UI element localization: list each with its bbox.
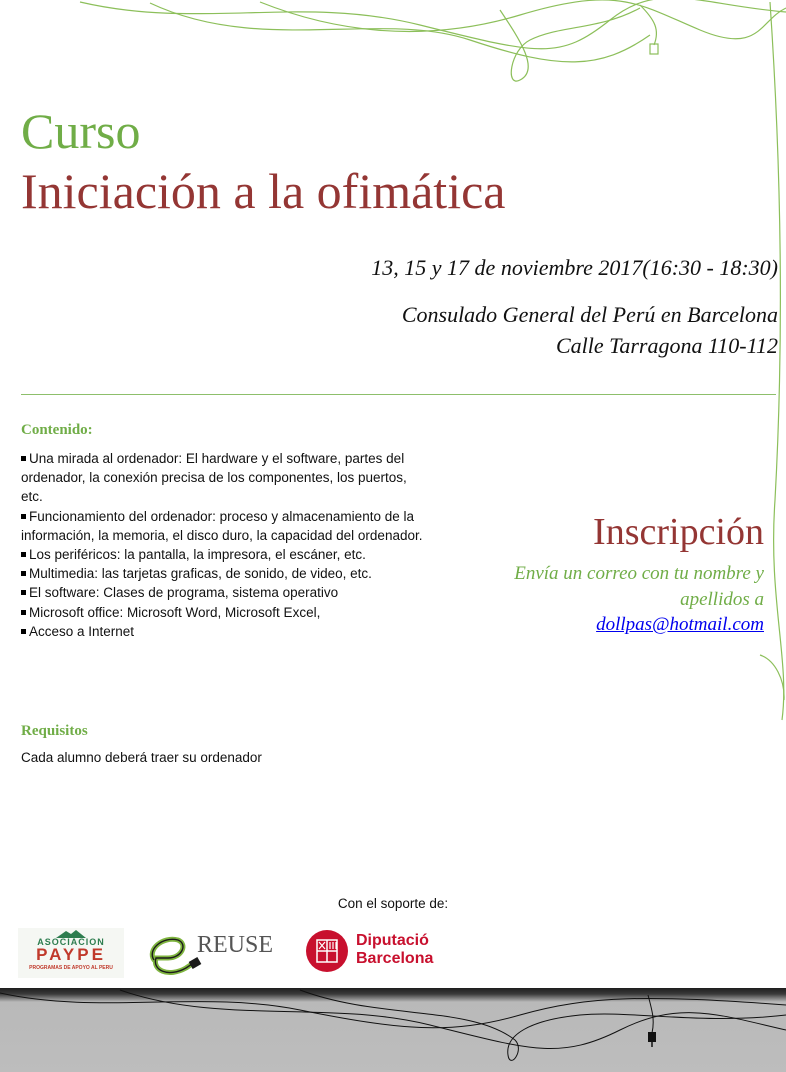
contenido-list (21, 449, 431, 641)
paype-subtitle: PROGRAMAS DE APOYO AL PERU (29, 965, 113, 971)
course-title: Iniciación a la ofimática (21, 163, 506, 219)
event-address: Calle Tarragona 110-112 (555, 333, 778, 358)
requisitos-text: Cada alumno deberá traer su ordenador (21, 750, 262, 765)
inscripcion-title: Inscripción (593, 511, 764, 553)
paype-top-text: ASOCIACION (37, 937, 105, 947)
event-date: 13, 15 y 17 de noviembre 2017(16:30 - 18:30) (371, 255, 778, 280)
reuse-logo (142, 930, 278, 980)
diputacio-logo (306, 928, 446, 974)
divider (21, 394, 776, 395)
course-label: Curso (21, 103, 141, 159)
sponsor-label: Con el soporte de: (337, 896, 449, 911)
diputacio-line2: Barcelona (356, 950, 434, 967)
diputacio-emblem-icon (306, 930, 348, 972)
diputacio-line1: Diputació (356, 932, 429, 949)
plug-e-icon (142, 932, 204, 980)
paype-logo (18, 928, 124, 978)
list-item: Los periféricos: la pantalla, la impresora, el escáner, etc. (21, 545, 431, 564)
paype-name: PAYPE (36, 945, 106, 964)
list-item: Multimedia: las tarjetas graficas, de sonido, de video, etc. (21, 564, 431, 583)
contenido-heading: Contenido: (21, 422, 93, 438)
list-item: Microsoft office: Microsoft Word, Microsoft Excel, (21, 603, 431, 622)
list-item: Acceso a Internet (21, 622, 431, 641)
list-item: Una mirada al ordenador: El hardware y el software, partes del ordenador, la conexión precisa de los componentes, los puertos, etc. (21, 449, 431, 507)
requisitos-heading: Requisitos (21, 723, 88, 739)
list-item: El software: Clases de programa, sistema operativo (21, 583, 431, 602)
list-item: Funcionamiento del ordenador: proceso y almacenamiento de la información, la memoria, el disco duro, la capacidad del ordenador. (21, 507, 431, 545)
inscripcion-text: Envía un correo con tu nombre y apellidos a (514, 563, 764, 610)
reuse-text: REUSE (197, 932, 274, 958)
cable-decoration-bottom (0, 985, 786, 1072)
event-venue: Consulado General del Perú en Barcelona (401, 302, 778, 327)
email-link[interactable]: dollpas@hotmail.com (596, 614, 764, 635)
